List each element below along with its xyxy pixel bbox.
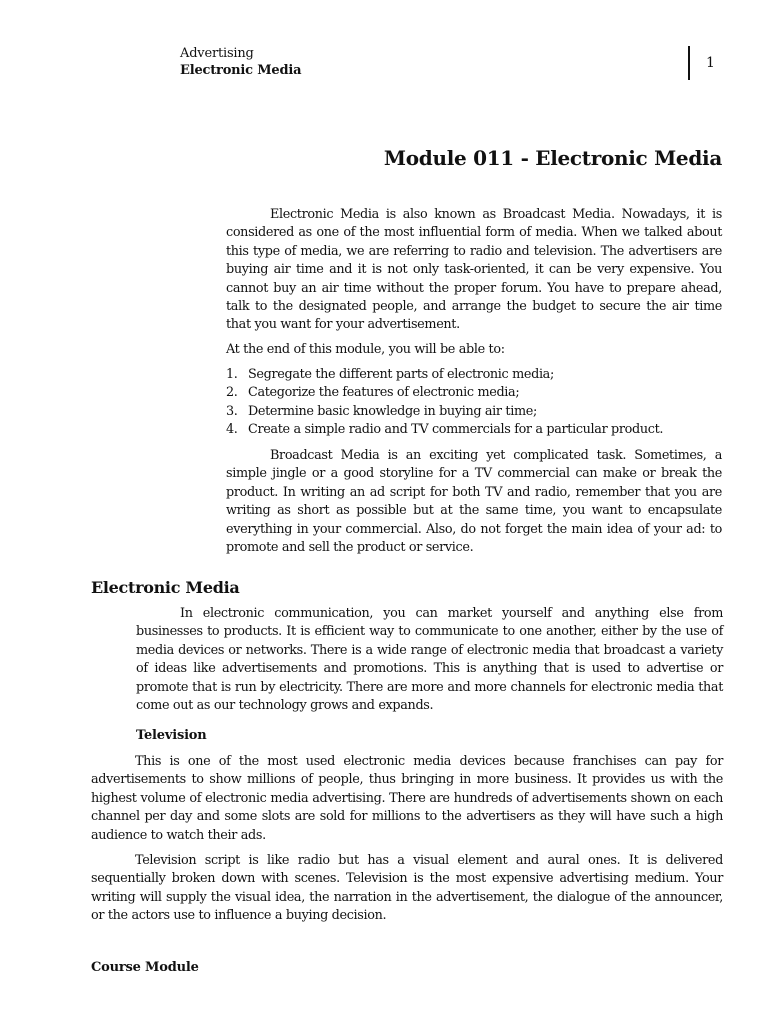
objectives-list [226,366,722,440]
header-divider [688,46,690,80]
objective-item [226,366,722,384]
intro-paragraph: Electronic Media is also known as Broadcast Media. Nowadays, it is considered as one of the most influential form of media. When we talked about this type of media, we are referring to radio and television. The advertisers are buying air time and it is not only task-oriented, it can be very expensive. You cannot buy an air time without the proper forum. You have to prepare ahead, talk to the designated people, and arrange the budget to secure the air time that you want for your advertisement. [226,207,722,333]
television-paragraph-2: Television script is like radio but has a visual element and aural ones. It is delivered sequentially broken down with scenes. Television is the most expensive advertising medium. Your writing will supply the visual idea, the narration in the advertisement, the dialogue of the announcer, or the actors use to influence a buying decision. [91,853,723,924]
objective-number: 3. [226,403,238,419]
header-topic: Electronic Media [180,63,302,78]
objective-number: 1. [226,367,238,382]
objective-number: 2. [226,385,238,401]
section-heading-electronic-media: Electronic Media [91,578,240,597]
objective-text: Segregate the different parts of electronic media; [248,367,554,382]
page-number: 1 [706,55,715,71]
broadcast-paragraph: Broadcast Media is an exciting yet complicated task. Sometimes, a simple jingle or a good storyline for a TV commercial can make or break the product. In writing an ad script for both TV and radio, remember that you are writing as short as possible but at the same time, you want to encapsulate everything in your commercial. Also, do not forget the main idea of your ad: to promote and sell the product or service. [226,448,722,556]
objectives-lead: At the end of this module, you will be able to: [226,342,505,357]
objective-item [226,384,722,402]
subheading-television: Television [136,728,207,743]
objective-text: Categorize the features of electronic media; [248,385,520,401]
objective-text: Create a simple radio and TV commercials for a particular product. [248,422,664,438]
objective-item [226,421,722,439]
page-title: Module 011 - Electronic Media [383,146,722,170]
objective-text: Determine basic knowledge in buying air time; [248,403,537,419]
electronic-media-paragraph: In electronic communication, you can market yourself and anything else from businesses to products. It is efficient way to communicate to one another, either by the use of media devices or networks. There is a wide range of electronic media that broadcast a variety of ideas like advertisements and promotions. This is anything that is used to advertise or promote that is run by electricity. There are more and more channels for electronic media that come out as our technology grows and expands. [136,606,723,714]
objective-item [226,403,722,421]
header-subject: Advertising [180,46,254,61]
objective-number: 4. [226,422,238,438]
footer-course-module: Course Module [91,960,199,975]
television-paragraph-1: This is one of the most used electronic media devices because franchises can pay for advertisements to show millions of people, thus bringing in more business. It provides us with the highest volume of electronic media advertising. There are hundreds of advertisements shown on each channel per day and some slots are sold for millions to the advertisers as they will have such a high audience to watch their ads. [91,754,723,843]
